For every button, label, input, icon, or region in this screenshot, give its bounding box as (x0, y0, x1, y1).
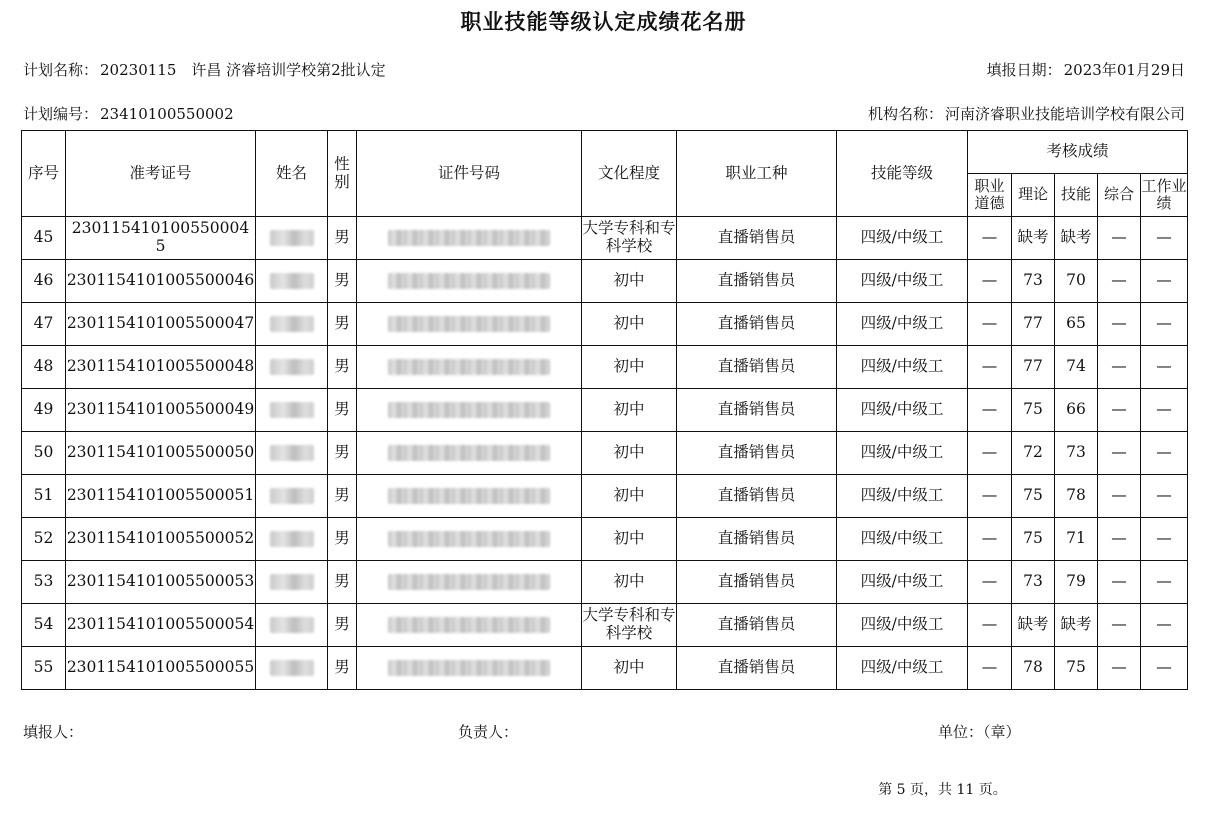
header-ticket: 准考证号 (66, 131, 256, 217)
cell-gender: 男 (328, 260, 357, 303)
cell-ticket: 2301154101005500052 (66, 518, 256, 561)
cell-gender: 男 (328, 217, 357, 260)
redacted-id-number (388, 230, 550, 246)
cell-education: 初中 (582, 518, 677, 561)
table-row (22, 475, 1188, 518)
cell-occupation: 直播销售员 (677, 561, 837, 604)
cell-seq: 54 (22, 604, 66, 647)
table-row (22, 217, 1188, 260)
header-name: 姓名 (256, 131, 328, 217)
header-ethics: 职业道德 (968, 174, 1012, 217)
cell-name (256, 346, 328, 389)
cell-gender: 男 (328, 518, 357, 561)
table-row (22, 260, 1188, 303)
cell-gender: 男 (328, 604, 357, 647)
footer-unit: 单位：（章） (938, 723, 1021, 741)
redacted-id-number (388, 316, 550, 332)
cell-id-no (357, 303, 582, 346)
cell-ticket: 2301154101005500048 (66, 346, 256, 389)
cell-work: — (1141, 518, 1188, 561)
header-work: 工作业绩 (1141, 174, 1188, 217)
cell-ticket: 2301154101005500055 (66, 647, 256, 690)
cell-occupation: 直播销售员 (677, 518, 837, 561)
cell-name (256, 475, 328, 518)
cell-name (256, 260, 328, 303)
cell-work: — (1141, 647, 1188, 690)
cell-work: — (1141, 303, 1188, 346)
cell-overall: — (1098, 217, 1141, 260)
cell-id-no (357, 647, 582, 690)
cell-seq: 47 (22, 303, 66, 346)
cell-theory: 72 (1012, 432, 1055, 475)
cell-theory: 73 (1012, 260, 1055, 303)
cell-gender: 男 (328, 303, 357, 346)
cell-occupation: 直播销售员 (677, 389, 837, 432)
cell-education: 初中 (582, 260, 677, 303)
cell-education: 大学专科和专科学校 (582, 217, 677, 260)
cell-ticket: 2301154101005500054 (66, 604, 256, 647)
cell-theory: 缺考 (1012, 604, 1055, 647)
redacted-name (270, 445, 314, 461)
cell-overall: — (1098, 303, 1141, 346)
cell-skill: 79 (1055, 561, 1098, 604)
cell-work: — (1141, 217, 1188, 260)
cell-ethics: — (968, 260, 1012, 303)
header-seq: 序号 (22, 131, 66, 217)
cell-ticket: 2301154101005500053 (66, 561, 256, 604)
cell-skill: 74 (1055, 346, 1098, 389)
cell-theory: 75 (1012, 389, 1055, 432)
redacted-name (270, 617, 314, 633)
fill-date (987, 59, 1185, 80)
table-row (22, 432, 1188, 475)
cell-level: 四级/中级工 (837, 389, 968, 432)
cell-level: 四级/中级工 (837, 647, 968, 690)
table-row (22, 518, 1188, 561)
cell-education: 初中 (582, 432, 677, 475)
org-name-value: 河南济睿职业技能培训学校有限公司 (944, 105, 1185, 123)
cell-occupation: 直播销售员 (677, 346, 837, 389)
redacted-name (270, 230, 314, 246)
cell-education: 初中 (582, 561, 677, 604)
redacted-id-number (388, 531, 550, 547)
cell-ethics: — (968, 389, 1012, 432)
cell-education: 初中 (582, 475, 677, 518)
footer-responsible: 负责人： (458, 723, 519, 741)
cell-ethics: — (968, 561, 1012, 604)
cell-theory: 73 (1012, 561, 1055, 604)
cell-name (256, 432, 328, 475)
cell-theory: 78 (1012, 647, 1055, 690)
cell-education: 大学专科和专科学校 (582, 604, 677, 647)
cell-seq: 50 (22, 432, 66, 475)
cell-level: 四级/中级工 (837, 518, 968, 561)
cell-ethics: — (968, 518, 1012, 561)
cell-ticket: 2301154101005500050 (66, 432, 256, 475)
cell-skill: 70 (1055, 260, 1098, 303)
cell-skill: 66 (1055, 389, 1098, 432)
cell-occupation: 直播销售员 (677, 475, 837, 518)
redacted-id-number (388, 660, 550, 676)
cell-id-no (357, 389, 582, 432)
cell-id-no (357, 604, 582, 647)
cell-skill: 73 (1055, 432, 1098, 475)
cell-theory: 75 (1012, 475, 1055, 518)
score-table (21, 130, 1188, 690)
cell-seq: 49 (22, 389, 66, 432)
cell-skill: 75 (1055, 647, 1098, 690)
cell-overall: — (1098, 647, 1141, 690)
cell-gender: 男 (328, 346, 357, 389)
redacted-name (270, 359, 314, 375)
cell-level: 四级/中级工 (837, 303, 968, 346)
cell-seq: 51 (22, 475, 66, 518)
cell-work: — (1141, 475, 1188, 518)
redacted-id-number (388, 359, 550, 375)
cell-id-no (357, 432, 582, 475)
plan-no (23, 103, 234, 124)
plan-name-value: 20230115 许昌 济睿培训学校第2批认定 (100, 61, 386, 79)
cell-name (256, 518, 328, 561)
redacted-id-number (388, 574, 550, 590)
redacted-id-number (388, 488, 550, 504)
redacted-name (270, 316, 314, 332)
cell-overall: — (1098, 475, 1141, 518)
cell-name (256, 604, 328, 647)
cell-ticket: 230115410100550004 5 (66, 217, 256, 260)
cell-level: 四级/中级工 (837, 346, 968, 389)
redacted-name (270, 574, 314, 590)
table-row (22, 389, 1188, 432)
cell-education: 初中 (582, 303, 677, 346)
header-overall: 综合 (1098, 174, 1141, 217)
cell-seq: 46 (22, 260, 66, 303)
cell-level: 四级/中级工 (837, 604, 968, 647)
cell-seq: 55 (22, 647, 66, 690)
plan-name-label: 计划名称： (23, 61, 99, 79)
header-occupation: 职业工种 (677, 131, 837, 217)
cell-theory: 75 (1012, 518, 1055, 561)
cell-overall: — (1098, 518, 1141, 561)
cell-level: 四级/中级工 (837, 260, 968, 303)
redacted-id-number (388, 402, 550, 418)
cell-skill: 缺考 (1055, 217, 1098, 260)
redacted-name (270, 273, 314, 289)
header-scores: 考核成绩 (968, 131, 1188, 174)
cell-work: — (1141, 432, 1188, 475)
plan-no-value: 23410100550002 (100, 105, 234, 123)
header-skill: 技能 (1055, 174, 1098, 217)
cell-ticket: 2301154101005500046 (66, 260, 256, 303)
cell-occupation: 直播销售员 (677, 260, 837, 303)
cell-ethics: — (968, 647, 1012, 690)
plan-no-label: 计划编号： (23, 105, 99, 123)
header-gender: 性别 (328, 131, 357, 217)
cell-ethics: — (968, 217, 1012, 260)
cell-level: 四级/中级工 (837, 217, 968, 260)
cell-seq: 45 (22, 217, 66, 260)
redacted-id-number (388, 445, 550, 461)
cell-skill: 65 (1055, 303, 1098, 346)
cell-theory: 77 (1012, 346, 1055, 389)
cell-work: — (1141, 389, 1188, 432)
cell-ticket: 2301154101005500047 (66, 303, 256, 346)
cell-name (256, 389, 328, 432)
cell-id-no (357, 475, 582, 518)
redacted-name (270, 531, 314, 547)
cell-education: 初中 (582, 346, 677, 389)
table-row (22, 561, 1188, 604)
cell-ethics: — (968, 303, 1012, 346)
cell-id-no (357, 561, 582, 604)
header-level: 技能等级 (837, 131, 968, 217)
page-indicator: 第 5 页，共 11 页。 (878, 782, 1007, 798)
document-title: 职业技能等级认定成绩花名册 (460, 9, 747, 34)
cell-id-no (357, 346, 582, 389)
cell-name (256, 561, 328, 604)
cell-name (256, 303, 328, 346)
redacted-name (270, 488, 314, 504)
cell-id-no (357, 518, 582, 561)
cell-name (256, 217, 328, 260)
cell-work: — (1141, 260, 1188, 303)
cell-ethics: — (968, 346, 1012, 389)
cell-skill: 78 (1055, 475, 1098, 518)
cell-theory: 缺考 (1012, 217, 1055, 260)
cell-ticket: 2301154101005500049 (66, 389, 256, 432)
header-education: 文化程度 (582, 131, 677, 217)
fill-date-label: 填报日期： (986, 61, 1062, 79)
header-theory: 理论 (1012, 174, 1055, 217)
cell-ticket: 2301154101005500051 (66, 475, 256, 518)
redacted-id-number (388, 617, 550, 633)
cell-occupation: 直播销售员 (677, 432, 837, 475)
redacted-id-number (388, 273, 550, 289)
cell-seq: 48 (22, 346, 66, 389)
cell-overall: — (1098, 432, 1141, 475)
cell-name (256, 647, 328, 690)
table-body (22, 217, 1188, 690)
cell-occupation: 直播销售员 (677, 604, 837, 647)
cell-theory: 77 (1012, 303, 1055, 346)
cell-occupation: 直播销售员 (677, 303, 837, 346)
cell-occupation: 直播销售员 (677, 217, 837, 260)
cell-skill: 71 (1055, 518, 1098, 561)
table-row (22, 647, 1188, 690)
org-name (868, 103, 1185, 124)
footer-filler: 填报人： (23, 723, 84, 741)
cell-work: — (1141, 346, 1188, 389)
cell-id-no (357, 260, 582, 303)
cell-gender: 男 (328, 647, 357, 690)
cell-overall: — (1098, 346, 1141, 389)
cell-level: 四级/中级工 (837, 561, 968, 604)
table-row (22, 346, 1188, 389)
cell-gender: 男 (328, 389, 357, 432)
header-id-no: 证件号码 (357, 131, 582, 217)
redacted-name (270, 660, 314, 676)
cell-seq: 53 (22, 561, 66, 604)
cell-overall: — (1098, 389, 1141, 432)
cell-education: 初中 (582, 647, 677, 690)
cell-gender: 男 (328, 432, 357, 475)
redacted-name (270, 402, 314, 418)
cell-id-no (357, 217, 582, 260)
org-name-label: 机构名称： (867, 105, 943, 123)
cell-level: 四级/中级工 (837, 475, 968, 518)
table-row (22, 604, 1188, 647)
cell-skill: 缺考 (1055, 604, 1098, 647)
cell-gender: 男 (328, 475, 357, 518)
cell-overall: — (1098, 561, 1141, 604)
cell-seq: 52 (22, 518, 66, 561)
cell-ethics: — (968, 475, 1012, 518)
cell-gender: 男 (328, 561, 357, 604)
cell-overall: — (1098, 604, 1141, 647)
cell-ethics: — (968, 604, 1012, 647)
fill-date-value: 2023年01月29日 (1063, 61, 1185, 79)
cell-work: — (1141, 561, 1188, 604)
cell-ethics: — (968, 432, 1012, 475)
table-row (22, 303, 1188, 346)
plan-name (23, 59, 386, 80)
cell-level: 四级/中级工 (837, 432, 968, 475)
cell-work: — (1141, 604, 1188, 647)
cell-education: 初中 (582, 389, 677, 432)
cell-occupation: 直播销售员 (677, 647, 837, 690)
cell-overall: — (1098, 260, 1141, 303)
